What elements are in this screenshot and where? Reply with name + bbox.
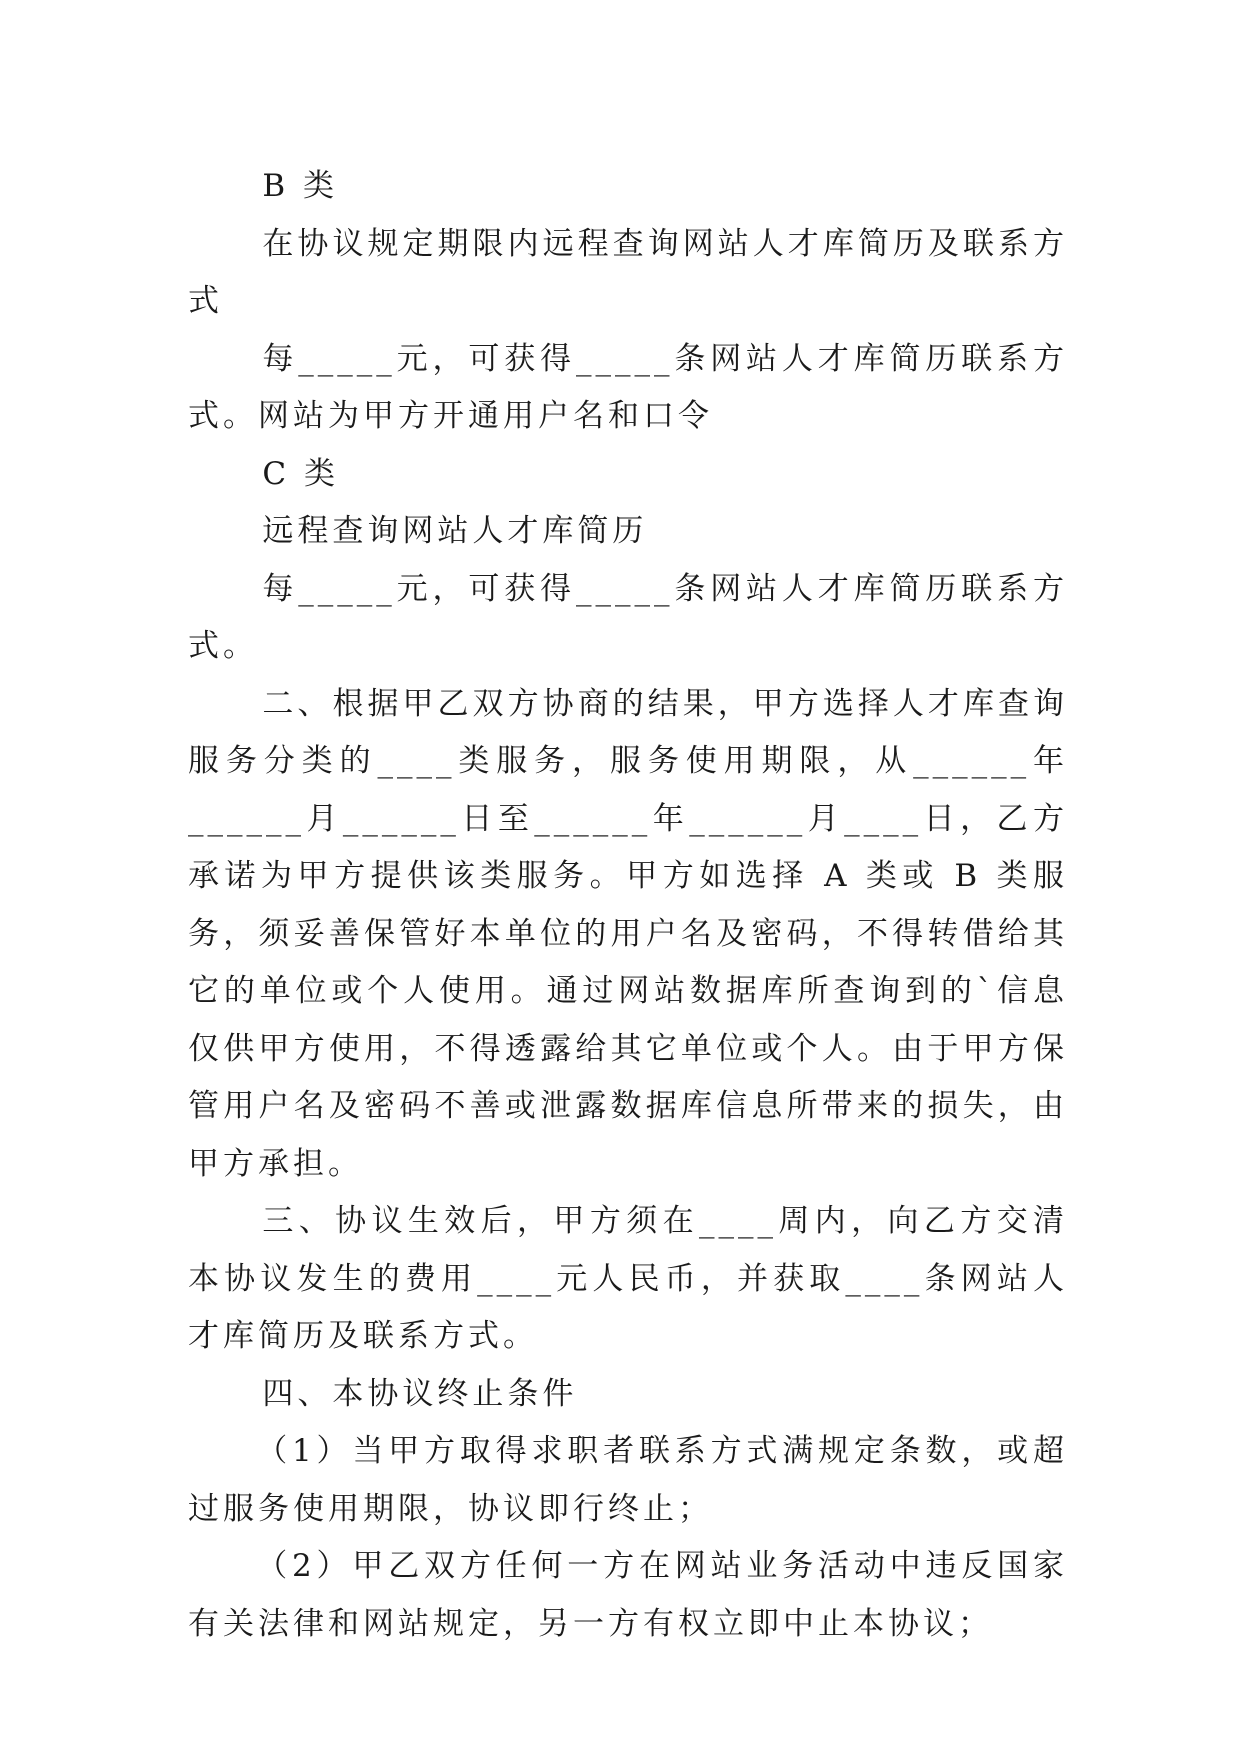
paragraph-c-pricing: 每_____元，可获得_____条网站人才库简历联系方式。 bbox=[188, 570, 1068, 664]
paragraph-b-category: B 类 bbox=[262, 168, 339, 204]
paragraph-clause-three: 三、协议生效后，甲方须在____周内，向乙方交清本协议发生的费用____元人民币，并获取____条网站人才库简历及联系方式。 bbox=[188, 1203, 1068, 1354]
paragraph-clause-two: 二、根据甲乙双方协商的结果，甲方选择人才库查询服务分类的____类服务，服务使用期限，从______年______月______日至______年______月____日，乙方承诺为甲方提供该类服务。甲方如选择 A 类或 B 类服务，须妥善保管好本单位的用户名及密码，不得转借给其它的单位或个人使用。通过网站数据库所查询到的`信息仅供甲方使用，不得透露给其它单位或个人。由于甲方保管用户名及密码不善或泄露数据库信息所带来的损失，由甲方承担。 bbox=[188, 685, 1068, 1182]
paragraph-termination-1: （1）当甲方取得求职者联系方式满规定条数，或超过服务使用期限，协议即行终止； bbox=[188, 1433, 1068, 1527]
paragraph-termination-2: （2）甲乙双方任何一方在网站业务活动中违反国家有关法律和网站规定，另一方有权立即中止本协议； bbox=[188, 1548, 1068, 1642]
document-body bbox=[188, 158, 1068, 1653]
paragraph-b-description: 在协议规定期限内远程查询网站人才库简历及联系方式 bbox=[188, 225, 1068, 319]
paragraph-c-description: 远程查询网站人才库简历 bbox=[262, 513, 648, 549]
paragraph-c-category: C 类 bbox=[262, 455, 339, 492]
paragraph-b-pricing: 每_____元，可获得_____条网站人才库简历联系方式。网站为甲方开通用户名和口令 bbox=[188, 340, 1068, 434]
paragraph-clause-four-heading: 四、本协议终止条件 bbox=[262, 1375, 578, 1412]
